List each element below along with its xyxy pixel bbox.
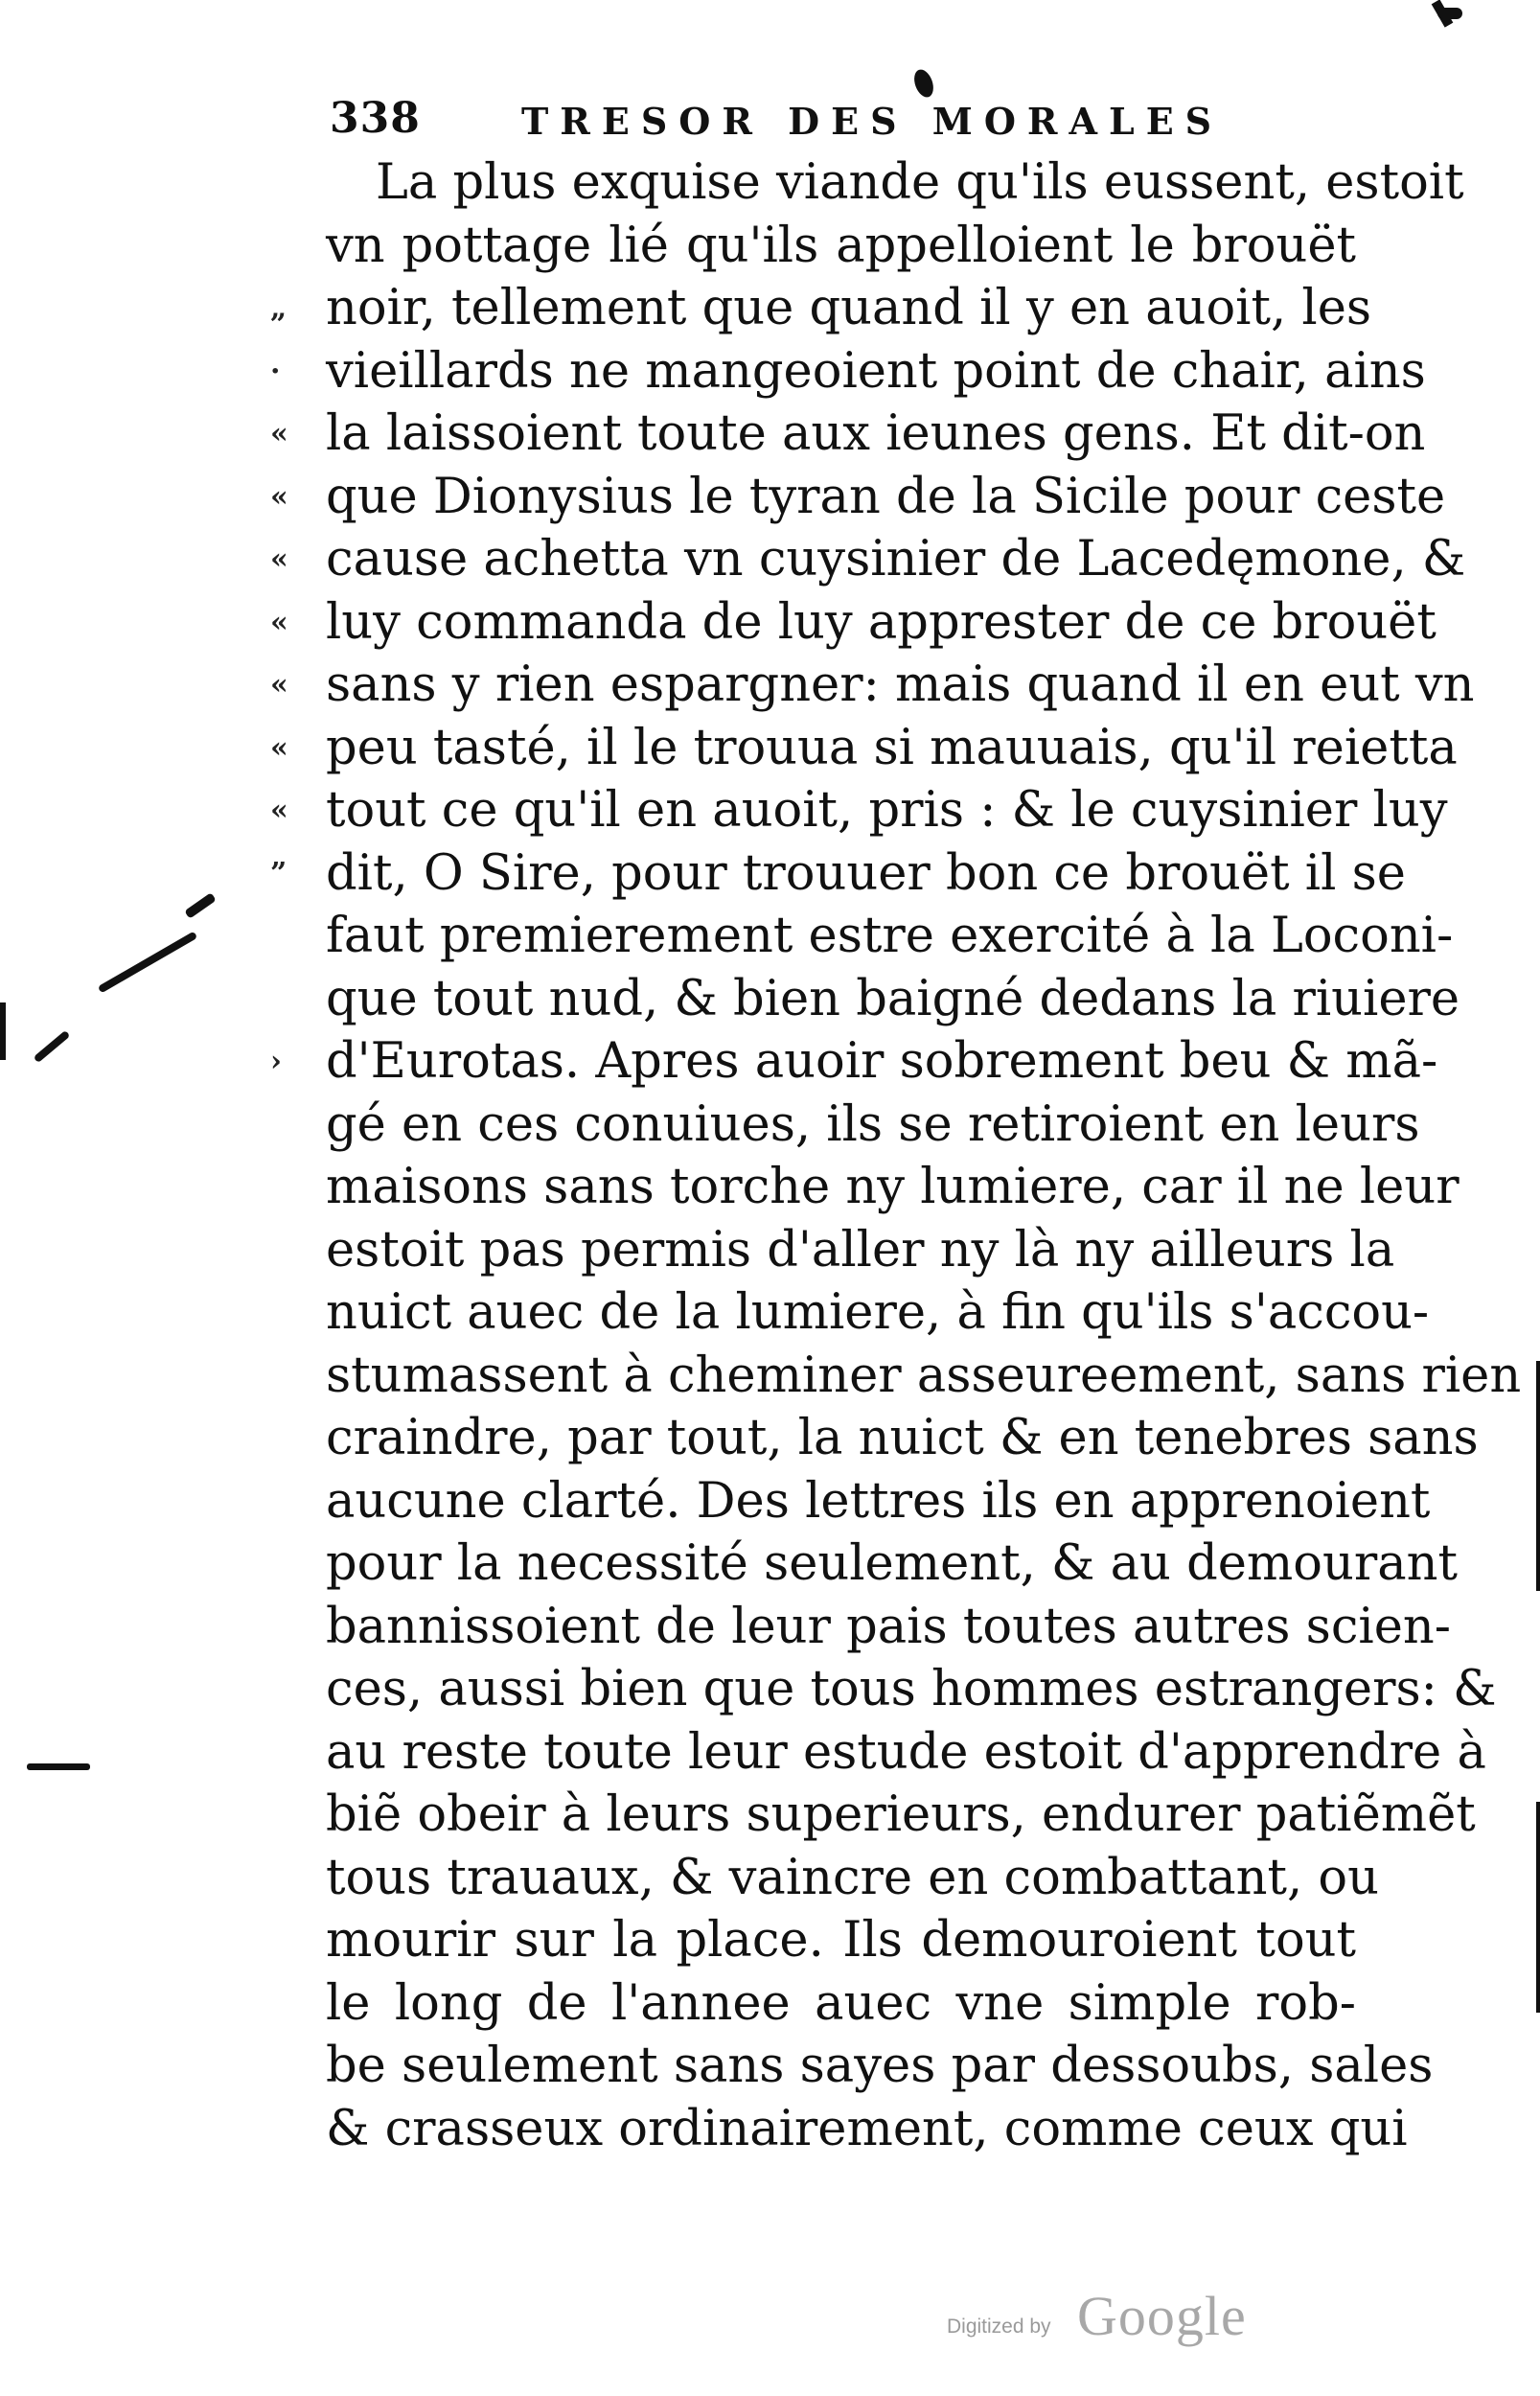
page-number: 338 (330, 94, 421, 143)
running-title: TRESOR DES MORALES (521, 100, 1224, 143)
margin-quote-mark: › (270, 1045, 282, 1078)
line-text: dit, O Sire, pour trouuer bon ce brouët il se (326, 844, 1406, 902)
line-text: stumassent à cheminer asseureement, sans rien (326, 1347, 1522, 1404)
text-line (326, 1972, 1356, 2036)
ink-stroke (27, 1763, 90, 1770)
text-line (326, 2035, 1434, 2098)
text-line (270, 1030, 1438, 1094)
line-text: biẽ obeir à leurs superieurs, endurer patiẽmẽt (326, 1786, 1476, 1843)
line-text: vieillards ne mangeoient point de chair, ains (326, 342, 1426, 400)
line-text: tous trauaux, & vaincre en combattant, ou (326, 1849, 1379, 1906)
ink-stroke (98, 932, 197, 994)
text-line (326, 215, 1356, 278)
margin-quote-mark: « (270, 542, 288, 576)
text-line (270, 779, 1448, 842)
text-line (326, 1784, 1476, 1847)
text-line (326, 1909, 1356, 1972)
body-text (270, 151, 1522, 2160)
line-text: la laissoient toute aux ieunes gens. Et dit-on (326, 405, 1426, 462)
page-header (330, 94, 1240, 151)
text-line (326, 968, 1460, 1031)
margin-quote-mark: « (270, 730, 288, 765)
line-text: pour la necessité seulement, & au demourant (326, 1535, 1458, 1592)
line-text: estoit pas permis d'aller ny là ny ailleurs la (326, 1221, 1395, 1279)
text-line (326, 1219, 1395, 1282)
line-text: que Dionysius le tyran de la Sicile pour ceste (326, 468, 1446, 525)
line-text: que tout nud, & bien baigné dedans la riuiere (326, 970, 1460, 1027)
text-line (270, 277, 1372, 340)
margin-quote-mark: « (270, 417, 288, 450)
text-line (326, 1847, 1379, 1910)
ink-stroke (0, 1002, 6, 1060)
margin-quote-mark: « (270, 479, 288, 514)
line-text: bannissoient de leur pais toutes autres scien- (326, 1598, 1451, 1655)
line-text: noir, tellement que quand il y en auoit, les (326, 280, 1372, 336)
margin-quote-mark: „ (270, 291, 287, 325)
line-text: & crasseux ordinairement, comme ceux qui (326, 2100, 1408, 2157)
text-line (326, 1345, 1522, 1408)
line-text: sans y rien espargner: mais quand il en eut vn (326, 657, 1475, 713)
line-text: craindre, par tout, la nuict & en tenebres sans (326, 1410, 1479, 1466)
text-line (270, 654, 1475, 717)
line-text: vn pottage lié qu'ils appelloient le brouët (326, 217, 1356, 274)
line-text: au reste toute leur estude estoit d'apprendre à (326, 1723, 1486, 1781)
line-text: be seulement sans sayes par dessoubs, sales (326, 2038, 1434, 2094)
text-line (326, 1596, 1451, 1659)
digitization-watermark (947, 2281, 1292, 2348)
margin-quote-mark: ” (270, 856, 287, 890)
watermark-prefix: Digitized by (947, 2315, 1051, 2338)
line-text: maisons sans torche ny lumiere, car il ne leur (326, 1159, 1460, 1215)
line-text: d'Eurotas. Apres auoir sobrement beu & mã- (326, 1033, 1438, 1090)
text-line (326, 1470, 1431, 1533)
line-text: tout ce qu'il en auoit, pris : & le cuysinier luy (326, 782, 1448, 839)
page-edge-shadow (1536, 1802, 1540, 2013)
text-line (270, 717, 1458, 780)
line-text: gé en ces conuiues, ils se retiroient en leurs (326, 1095, 1420, 1153)
text-line (270, 842, 1406, 906)
text-line (270, 403, 1426, 466)
line-text: mourir sur la place. Ils demouroient tout (326, 1912, 1356, 1969)
text-line (326, 1407, 1479, 1470)
line-text: cause achetta vn cuysinier de Lacedęmone, & (326, 531, 1466, 587)
margin-quote-mark: « (270, 605, 288, 639)
ink-stroke (34, 1030, 71, 1063)
text-line (270, 528, 1466, 591)
line-text: La plus exquise viande qu'ils eussent, estoit (376, 154, 1464, 211)
margin-quote-mark: · (270, 354, 281, 388)
ink-blot (1437, 8, 1462, 19)
margin-quote-mark: « (270, 668, 288, 702)
line-text: peu tasté, il le trouua si mauuais, qu'il reietta (326, 719, 1458, 776)
text-line (326, 1094, 1420, 1157)
text-line (270, 591, 1437, 655)
text-line (326, 1658, 1497, 1721)
text-line (326, 1156, 1460, 1219)
text-line (270, 340, 1426, 403)
text-line (326, 905, 1454, 968)
line-text: nuict auec de la lumiere, à fin qu'ils s'accou- (326, 1284, 1430, 1341)
line-text: ces, aussi bien que tous hommes estrangers: & (326, 1661, 1497, 1717)
google-logo: Google (1077, 2285, 1247, 2347)
line-text: faut premierement estre exercité à la Loconi- (326, 908, 1454, 964)
text-line (326, 1281, 1430, 1345)
margin-quote-mark: « (270, 794, 288, 827)
text-line (326, 1532, 1458, 1596)
text-line (326, 151, 1464, 215)
line-text: le long de l'annee auec vne simple rob- (326, 1974, 1356, 2032)
page-edge-shadow (1536, 1361, 1540, 1591)
ink-stroke (184, 892, 217, 919)
line-text: luy commanda de luy apprester de ce brouët (326, 593, 1437, 651)
line-text: aucune clarté. Des lettres ils en apprenoient (326, 1472, 1431, 1530)
text-line (326, 1721, 1486, 1785)
text-line (326, 2098, 1408, 2161)
text-line (270, 466, 1446, 529)
